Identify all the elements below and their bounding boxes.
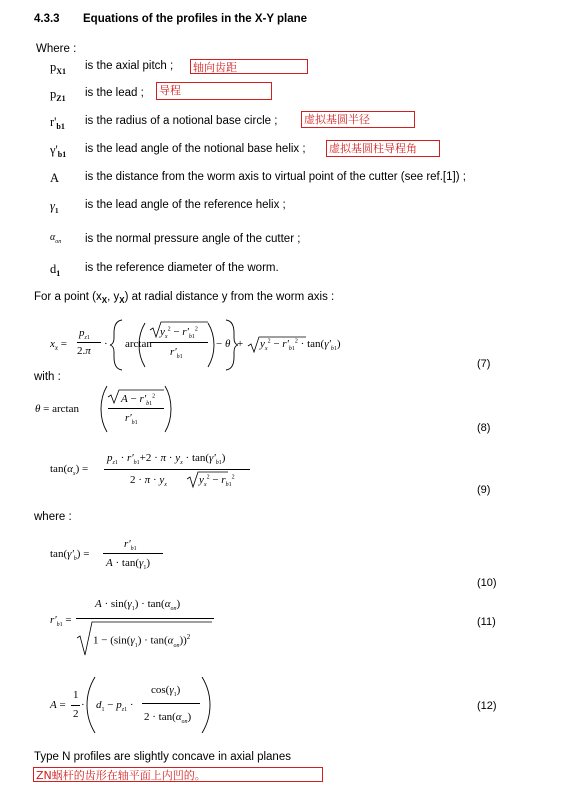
- def-text: is the axial pitch ;: [85, 60, 174, 72]
- def-symbol: $d_1$: [50, 262, 61, 278]
- def-symbol: $r'_{b1}$: [50, 115, 65, 131]
- where-label: Where :: [36, 43, 77, 55]
- equation-number: (12): [477, 700, 497, 712]
- def-text: is the lead ;: [85, 87, 144, 99]
- def-symbol: A: [50, 171, 60, 185]
- def-symbol: $p_{Z1}$: [50, 87, 66, 103]
- annotation-box: 导程: [156, 82, 272, 100]
- def-text: is the lead angle of the notional base helix ;: [85, 143, 306, 155]
- annotation-box: 轴向齿距: [190, 59, 308, 74]
- where-label-2: where :: [34, 511, 72, 523]
- closing-text: Type N profiles are slightly concave in axial planes: [34, 751, 291, 763]
- with-label: with :: [34, 371, 61, 383]
- point-intro-text: For a point ($x_X$, $y_X$) at radial distance y from the worm axis :: [34, 291, 335, 305]
- equation-number: (10): [477, 577, 497, 589]
- equation-number: (7): [477, 358, 491, 370]
- section-title: Equations of the profiles in the X-Y plane: [83, 13, 308, 25]
- equation-number: (8): [477, 422, 491, 434]
- def-text: is the radius of a notional base circle ;: [85, 115, 278, 127]
- annotation-box: 虚拟基圆半径: [301, 111, 415, 128]
- def-text: is the distance from the worm axis to virtual point of the cutter (see ref.[1]) ;: [85, 171, 466, 183]
- def-symbol: $\gamma_1$: [50, 199, 59, 215]
- def-text: is the lead angle of the reference helix ;: [85, 199, 286, 211]
- equation-number: (9): [477, 484, 491, 496]
- def-symbol: $p_{X1}$: [50, 60, 67, 76]
- def-symbol: $\gamma'_{b1}$: [50, 143, 67, 159]
- def-text: is the reference diameter of the worm.: [85, 262, 279, 274]
- annotation-box: 虚拟基圆柱导程角: [326, 140, 440, 157]
- section-number: 4.3.3: [34, 13, 60, 25]
- def-symbol: $\alpha_{on}$: [50, 232, 62, 245]
- annotation-box: ZN蜗杆的齿形在轴平面上内凹的。: [33, 767, 323, 782]
- equation-number: (11): [477, 616, 496, 628]
- def-text: is the normal pressure angle of the cutter ;: [85, 233, 301, 245]
